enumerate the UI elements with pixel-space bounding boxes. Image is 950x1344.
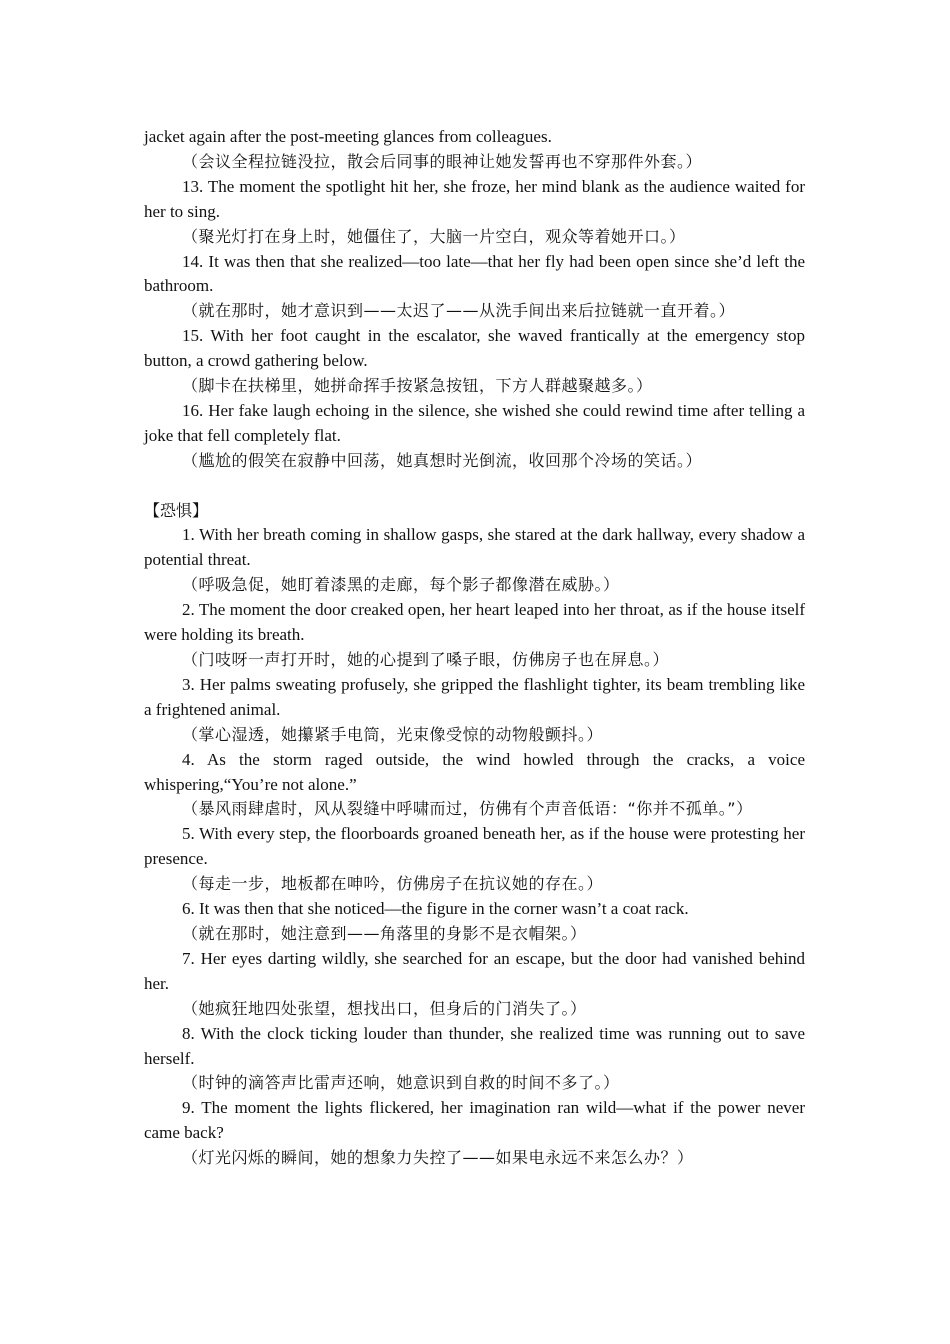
translation-13: （聚光灯打在身上时，她僵住了，大脑一片空白，观众等着她开口。） (182, 226, 686, 246)
fear-translation-1: （呼吸急促，她盯着漆黑的走廊，每个影子都像潜在威胁。） (182, 575, 620, 595)
document-page (144, 125, 805, 1171)
fear-translation-5: （每走一步，地板都在呻吟，仿佛房子在抗议她的存在。） (182, 874, 604, 894)
sentence-14: 14. It was then that she realized—too late—that her fly had been open since she’d left the bathroom. (144, 251, 805, 296)
section-spacer (144, 474, 805, 499)
section-heading-fear: 【恐惧】 (144, 500, 209, 520)
fear-translation-7: （她疯狂地四处张望，想找出口，但身后的门消失了。） (182, 998, 587, 1018)
fear-sentence-6: 6. It was then that she noticed—the figure in the corner wasn’t a coat rack. (182, 899, 689, 919)
fear-sentence-3: 3. Her palms sweating profusely, she gripped the flashlight tighter, its beam trembling like a frightened animal. (144, 674, 805, 719)
fear-translation-3: （掌心湿透，她攥紧手电筒，光束像受惊的动物般颤抖。） (182, 724, 604, 744)
fear-sentence-7: 7. Her eyes darting wildly, she searched for an escape, but the door had vanished behind her. (144, 948, 805, 993)
fear-sentence-8: 8. With the clock ticking louder than thunder, she realized time was running out to save herself. (144, 1023, 805, 1068)
fear-sentence-5: 5. With every step, the floorboards groaned beneath her, as if the house were protesting her presence. (144, 824, 805, 869)
translation-14: （就在那时，她才意识到——太迟了——从洗手间出来后拉链就一直开着。） (182, 301, 736, 321)
sentence-15: 15. With her foot caught in the escalator, she waved frantically at the emergency stop button, a crowd gathering below. (144, 326, 805, 371)
fear-translation-2: （门吱呀一声打开时，她的心提到了嗓子眼，仿佛房子也在屏息。） (182, 650, 670, 670)
sentence-13: 13. The moment the spotlight hit her, she froze, her mind blank as the audience waited for her to sing. (144, 176, 805, 221)
continued-translation: （会议全程拉链没拉，散会后同事的眼神让她发誓再也不穿那件外套。） (182, 151, 703, 171)
fear-sentence-4: 4. As the storm raged outside, the wind howled through the cracks, a voice whispering,“You’re not alone.” (144, 749, 805, 794)
fear-translation-6: （就在那时，她注意到——角落里的身影不是衣帽架。） (182, 923, 587, 943)
fear-sentence-2: 2. The moment the door creaked open, her heart leaped into her throat, as if the house itself were holding its breath. (144, 600, 805, 645)
fear-translation-8: （时钟的滴答声比雷声还响，她意识到自救的时间不多了。） (182, 1073, 620, 1093)
translation-16: （尴尬的假笑在寂静中回荡，她真想时光倒流，收回那个冷场的笑话。） (182, 450, 703, 470)
fear-sentence-9: 9. The moment the lights flickered, her imagination ran wild—what if the power never came back? (144, 1098, 805, 1143)
fear-translation-4: （暴风雨肆虐时，风从裂缝中呼啸而过，仿佛有个声音低语：“你并不孤单。”） (182, 799, 753, 819)
continued-sentence: jacket again after the post-meeting glances from colleagues. (144, 127, 552, 146)
fear-sentence-1: 1. With her breath coming in shallow gasps, she stared at the dark hallway, every shadow a potential threat. (144, 525, 805, 570)
sentence-16: 16. Her fake laugh echoing in the silence, she wished she could rewind time after telling a joke that fell completely flat. (144, 400, 805, 445)
fear-translation-9: （灯光闪烁的瞬间，她的想象力失控了——如果电永远不来怎么办？） (182, 1148, 694, 1168)
translation-15: （脚卡在扶梯里，她拼命挥手按紧急按钮，下方人群越聚越多。） (182, 376, 653, 396)
